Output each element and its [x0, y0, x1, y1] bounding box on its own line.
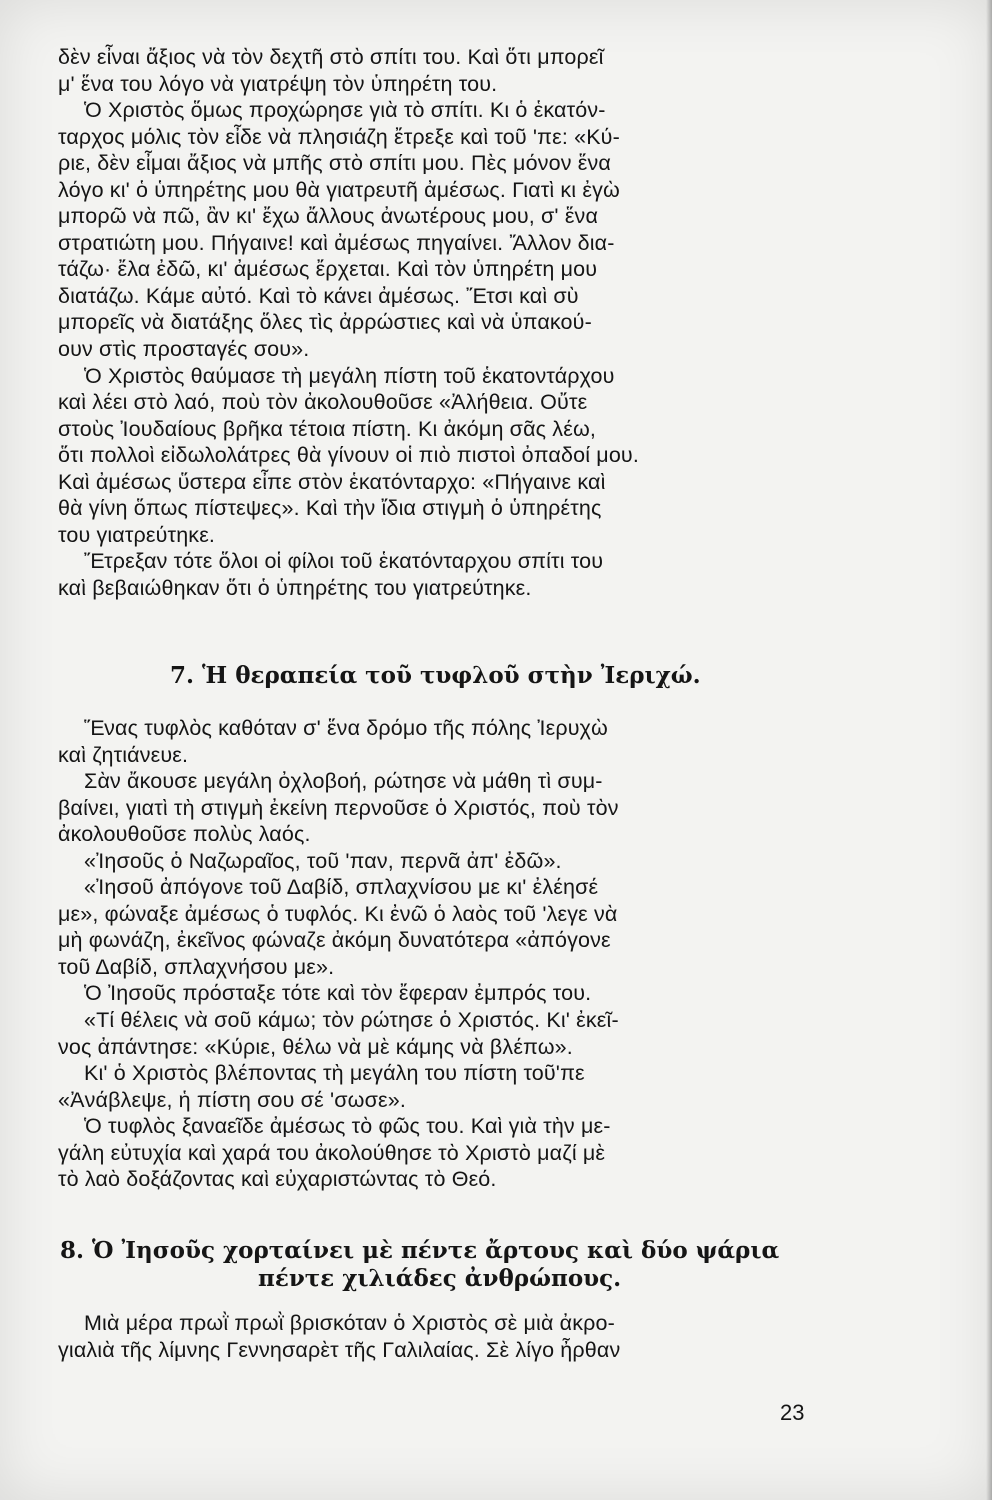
text-line: ριε, δὲν εἶμαι ἄξιος νὰ μπῆς στὸ σπίτι μου. Πὲς μόνον ἕνα: [58, 151, 611, 176]
body-text-section-7: [58, 715, 810, 1193]
text-line: ουν στὶς προσταγές σου».: [58, 337, 310, 362]
text-line: Ἕνας τυφλὸς καθόταν σ' ἕνα δρόμο τῆς πόλης Ἰερυχὼ: [84, 716, 608, 740]
text-line: Μιὰ μέρα πρωῒ πρωῒ βρισκόταν ὁ Χριστὸς σὲ μιὰ ἀκρο-: [84, 1311, 615, 1335]
body-text-top: [58, 44, 810, 601]
text-line: μπορεῖς νὰ διατάξης ὅλες τὶς ἀρρώστιες καὶ νὰ ὑπακού-: [58, 310, 592, 335]
text-line: καὶ λέει στὸ λαό, ποὺ τὸν ἀκολουθοῦσε «Ἀλήθεια. Οὔτε: [58, 390, 588, 415]
text-line: «Τί θέλεις νὰ σοῦ κάμω; τὸν ρώτησε ὁ Χριστός. Κι' ἐκεῖ-: [84, 1008, 619, 1033]
text-line: θὰ γίνη ὅπως πίστεψες». Καὶ τὴν ἴδια στιγμὴ ὁ ὑπηρέτης: [58, 496, 602, 521]
page-edge-shadow: [986, 0, 992, 1500]
text-line: νος ἀπάντησε: «Κύριε, θέλω νὰ μὲ κάμης νὰ βλέπω».: [58, 1034, 573, 1059]
text-line: καὶ ζητιάνευε.: [58, 742, 189, 767]
text-line: τοῦ Δαβίδ, σπλαχνήσου με».: [58, 954, 335, 979]
text-line: στοὺς Ἰουδαίους βρῆκα τέτοια πίστη. Κι ἀκόμη σᾶς λέω,: [58, 416, 597, 441]
section-heading-8-continued: πέντε χιλιάδες ἀνθρώπους.: [258, 1265, 622, 1292]
text-line: Καὶ ἀμέσως ὕστερα εἶπε στὸν ἑκατόνταρχο: «Πήγαινε καὶ: [58, 469, 606, 494]
text-line: με», φώναξε ἀμέσως ὁ τυφλός. Κι ἐνῶ ὁ λαὸς τοῦ 'λεγε νὰ: [58, 901, 618, 926]
text-line: γιαλιὰ τῆς λίμνης Γεννησαρὲτ τῆς Γαλιλαίας. Σὲ λίγο ἦρθαν: [58, 1337, 621, 1362]
text-line: ταρχος μόλις τὸν εἶδε νὰ πλησιάζη ἔτρεξε καὶ τοῦ 'πε: «Κύ-: [58, 124, 620, 149]
section-heading-8: 8. Ὁ Ἰησοῦς χορταίνει μὲ πέντε ἄρτους καὶ δύο ψάρια: [60, 1237, 780, 1264]
text-line: Σὰν ἄκουσε μεγάλη ὀχλοβοή, ρώτησε νὰ μάθη τὶ συμ-: [84, 769, 603, 794]
text-line: διατάζω. Κάμε αὐτό. Καὶ τὸ κάνει ἀμέσως. Ἔτσι καὶ σὺ: [58, 283, 579, 308]
text-line: «Ἀνάβλεψε, ἡ πίστη σου σέ 'σωσε».: [58, 1087, 406, 1112]
text-line: του γιατρεύτηκε.: [58, 522, 216, 547]
section-heading-7: 7. Ἡ θεραπεία τοῦ τυφλοῦ στὴν Ἰεριχώ.: [170, 662, 701, 689]
text-line: Ὁ Ἰησοῦς πρόσταξε τότε καὶ τὸν ἔφεραν ἐμπρός του.: [84, 981, 592, 1006]
text-line: στρατιώτη μου. Πήγαινε! καὶ ἀμέσως πηγαίνει. Ἄλλον δια-: [58, 230, 615, 255]
text-line: ὅτι πολλοὶ εἰδωλολάτρες θὰ γίνουν οἱ πιὸ πιστοὶ ὀπαδοί μου.: [58, 443, 639, 468]
text-line: Ὁ Χριστὸς θαύμασε τὴ μεγάλη πίστη τοῦ ἑκατοντάρχου: [84, 363, 615, 388]
text-line: γάλη εὐτυχία καὶ χαρά του ἀκολούθησε τὸ Χριστὸ μαζί μὲ: [58, 1140, 606, 1165]
text-line: μ' ἕνα του λόγο νὰ γιατρέψη τὸν ὑπηρέτη του.: [58, 71, 498, 96]
text-line: μὴ φωνάζη, ἐκεῖνος φώναζε ἀκόμη δυνατότερα «ἀπόγονε: [58, 928, 611, 953]
text-line: καὶ βεβαιώθηκαν ὅτι ὁ ὑπηρέτης του γιατρεύτηκε.: [58, 575, 532, 600]
body-text-section-8: [58, 1310, 810, 1363]
text-line: Ὁ Χριστὸς ὅμως προχώρησε γιὰ τὸ σπίτι. Κι ὁ ἑκατόν-: [84, 98, 606, 123]
text-line: τάζω· ἔλα ἐδῶ, κι' ἀμέσως ἔρχεται. Καὶ τὸν ὑπηρέτη μου: [58, 257, 598, 282]
text-line: ἀκολουθοῦσε πολὺς λαός.: [58, 822, 311, 847]
text-line: βαίνει, γιατὶ τὴ στιγμὴ ἐκείνη περνοῦσε ὁ Χριστός, ποὺ τὸν: [58, 795, 619, 820]
text-line: δὲν εἶναι ἄξιος νὰ τὸν δεχτῆ στὸ σπίτι του. Καὶ ὅτι μπορεῖ: [58, 45, 604, 69]
text-line: Κι' ὁ Χριστὸς βλέποντας τὴ μεγάλη του πίστη τοῦ'πε: [84, 1061, 585, 1086]
text-line: τὸ λαὸ δοξάζοντας καὶ εὐχαριστώντας τὸ Θεό.: [58, 1167, 497, 1192]
text-line: «Ἰησοῦ ἀπόγονε τοῦ Δαβίδ, σπλαχνίσου με κι' ἐλέησέ: [84, 875, 599, 900]
text-line: λόγο κι' ὁ ὑπηρέτης μου θὰ γιατρευτῆ ἀμέσως. Γιατὶ κι ἐγὼ: [58, 177, 620, 202]
text-line: μπορῶ νὰ πῶ, ἂν κι' ἔχω ἄλλους ἀνωτέρους μου, σ' ἕνα: [58, 204, 599, 229]
text-line: «Ἰησοῦς ὁ Ναζωραῖος, τοῦ 'παν, περνᾶ ἀπ' ἐδῶ».: [84, 848, 562, 873]
text-line: Ἔτρεξαν τότε ὅλοι οἱ φίλοι τοῦ ἑκατόνταρχου σπίτι του: [84, 549, 604, 574]
page-number: 23: [780, 1400, 805, 1425]
text-line: Ὁ τυφλὸς ξαναεῖδε ἀμέσως τὸ φῶς του. Καὶ γιὰ τὴν με-: [84, 1114, 611, 1139]
